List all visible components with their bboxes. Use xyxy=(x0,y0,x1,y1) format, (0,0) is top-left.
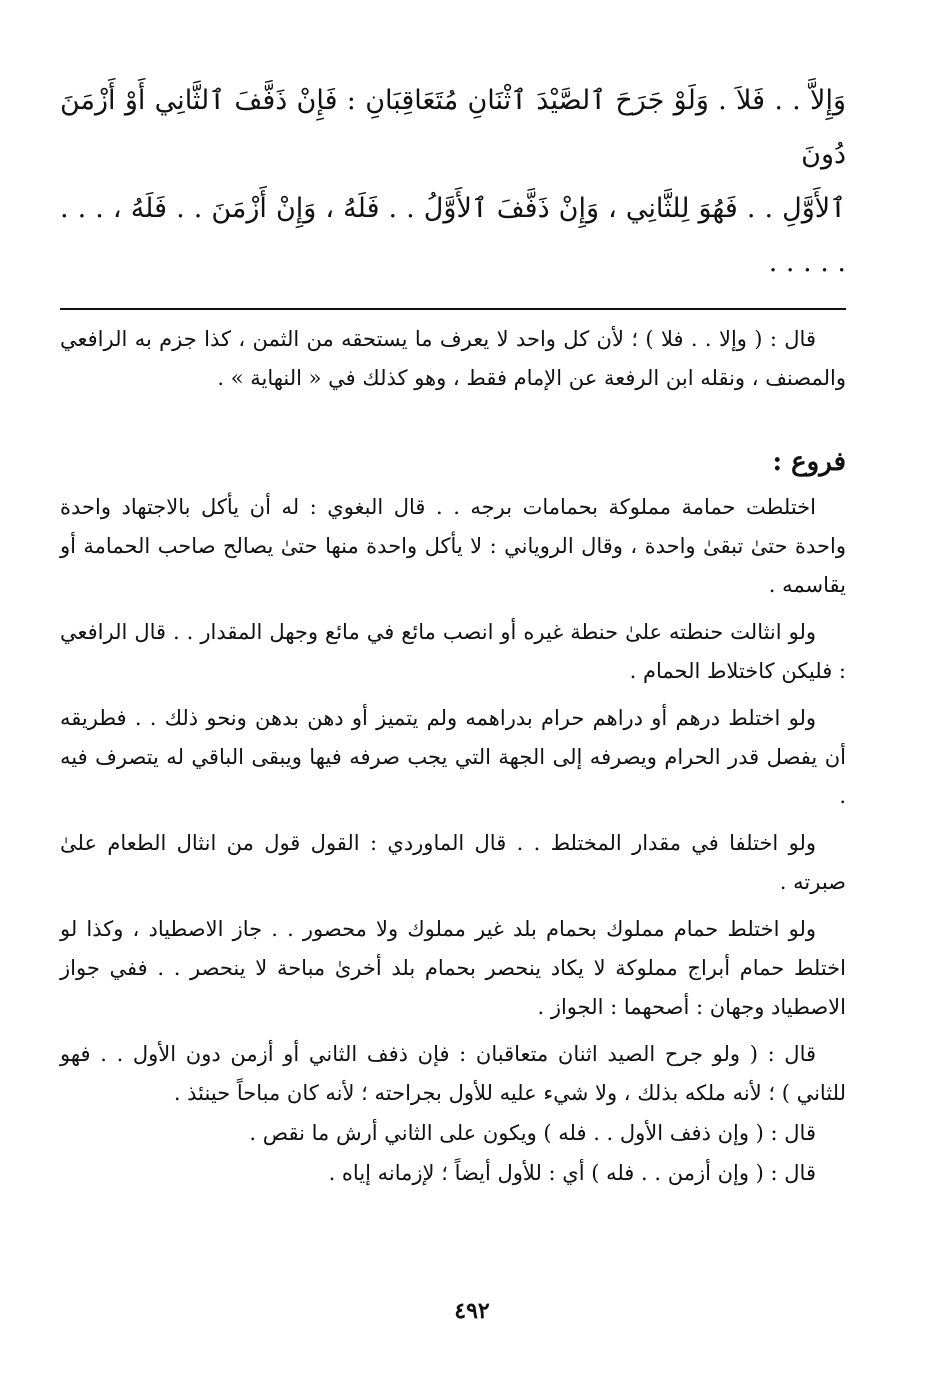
matn-line: ٱلأَوَّلِ . . فَهُوَ لِلثَّانِي ، وَإِنْ ذَفَّفَ ٱلأَوَّلُ . . فَلَهُ ، وَإِنْ أَزْمَنَ . . فَلَهُ ، . . . . . . . . xyxy=(60,193,846,278)
commentary-line: قال : ( وإن ذفف الأول . . فله ) ويكون على الثاني أرش ما نقص . xyxy=(249,1121,816,1145)
matn-line: وَإِلاَّ . . فَلاَ . وَلَوْ جَرَحَ ٱلصَّيْدَ ٱثْنَانِ مُتَعَاقِبَانِ : فَإِنْ ذَفَّفَ ٱلثَّانِي أَوْ أَزْمَنَ دُونَ xyxy=(60,85,846,170)
section-heading: فروع : xyxy=(772,447,846,477)
commentary-intro: قال : ( وإلا . . فلا ) ؛ لأن كل واحد لا يعرف ما يستحقه من الثمن ، كذا جزم به الرافعي والمصنف ، ونقله ابن الرفعة عن الإمام فقط ، وهو كذلك في « النهاية » . xyxy=(60,327,846,390)
commentary-paragraph: ولو اختلفا في مقدار المختلط . . قال الماوردي : القول قول من انثال الطعام علىٰ صبرته . xyxy=(60,831,846,894)
commentary-paragraph: اختلطت حمامة مملوكة بحمامات برجه . . قال البغوي : له أن يأكل بالاجتهاد واحدة واحدة حتىٰ تبقىٰ واحدة ، وقال الروياني : لا يأكل واحدة منها حتىٰ يصالح صاحب الحمامة أو يقاسمه . xyxy=(60,495,846,597)
commentary-line: قال : ( وإن أزمن . . فله ) أي : للأول أيضاً ؛ لإزمانه إياه . xyxy=(328,1161,816,1185)
commentary-paragraph: ولو اختلط حمام مملوك بحمام بلد غير مملوك ولا محصور . . جاز الاصطياد ، وكذا لو اختلط حمام أبراج مملوكة لا يكاد ينحصر بحمام بلد أخرىٰ مباحة لا ينحصر . . ففي جواز الاصطياد وجهان : أصحهما : الجواز . xyxy=(60,917,846,1019)
separator-rule xyxy=(60,308,846,310)
commentary-paragraph: ولو اختلط درهم أو دراهم حرام بدراهمه ولم يتميز أو دهن بدهن ونحو ذلك . . فطريقه أن يفصل قدر الحرام ويصرفه إلى الجهة التي يجب صرفه فيها ويبقى الباقي له يتصرف فيه . xyxy=(60,706,846,808)
commentary-paragraph: قال : ( ولو جرح الصيد اثنان متعاقبان : فإن ذفف الثاني أو أزمن دون الأول . . فهو للثاني ) ؛ لأنه ملكه بذلك ، ولا شيء عليه للأول بجراحته ؛ لأنه كان مباحاً حينئذ . xyxy=(60,1042,846,1105)
page-number: ٤٩٢ xyxy=(454,1298,490,1324)
matn-block xyxy=(60,74,846,290)
book-page xyxy=(60,74,846,1193)
commentary-paragraph: ولو انثالت حنطته علىٰ حنطة غيره أو انصب مائع في مائع وجهل المقدار . . قال الرافعي : فليكن كاختلاط الحمام . xyxy=(60,620,846,683)
